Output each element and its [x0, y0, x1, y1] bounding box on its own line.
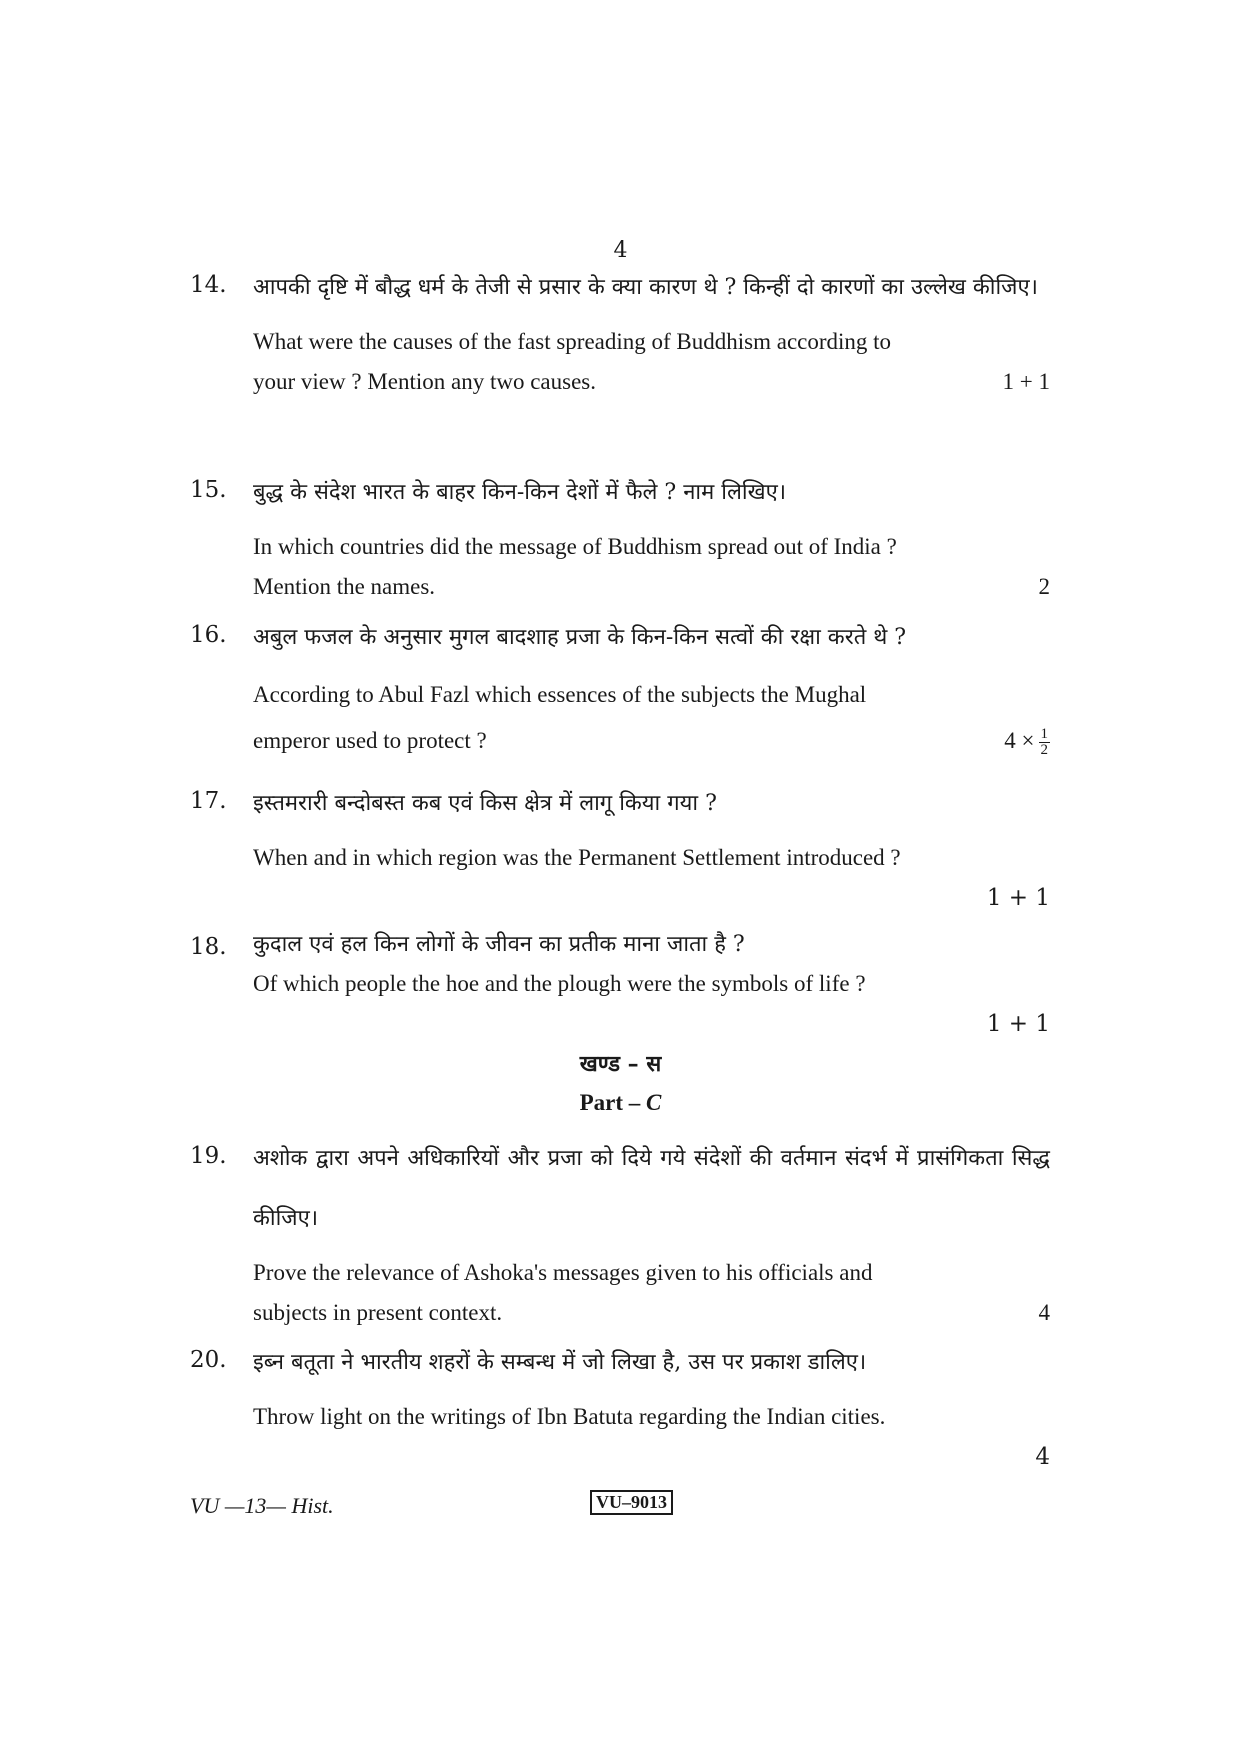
question-hindi: इस्तमरारी बन्दोबस्त कब एवं किस क्षेत्र में लागू किया गया ? — [253, 791, 717, 816]
question-hindi: अबुल फजल के अनुसार मुगल बादशाह प्रजा के किन-किन सत्वों की रक्षा करते थे ? — [253, 625, 907, 650]
question-hindi: आपकी दृष्टि में बौद्ध धर्म के तेजी से प्रसार के क्या कारण थे ? किन्हीं दो कारणों का उल्लेख कीजिए। — [253, 275, 1038, 300]
question-18 — [190, 934, 1050, 1044]
question-number: 17. — [190, 788, 227, 814]
question-19 — [190, 1143, 1050, 1333]
marks: 1 + 1 — [986, 1011, 1050, 1037]
question-english: Prove the relevance of Ashoka's messages given to his officials and subjects in present context. 4 — [253, 1253, 1050, 1333]
question-number: 16. — [190, 622, 227, 648]
marks: 4 — [1038, 1300, 1050, 1325]
page-number: 4 — [613, 238, 628, 263]
question-english: Throw light on the writings of Ibn Batuta regarding the Indian cities. — [253, 1404, 886, 1429]
question-20 — [190, 1347, 1050, 1477]
question-number: 15. — [190, 477, 227, 503]
question-number: 14. — [190, 272, 227, 298]
question-english: What were the causes of the fast spreading of Buddhism according to your view ? Mention any two causes. 1 + 1 — [253, 322, 1050, 402]
fraction-half: $\frac{1}{2}$ — [1040, 726, 1048, 759]
question-17 — [190, 788, 1050, 918]
section-heading-hindi: खण्ड – स — [579, 1051, 662, 1077]
marks: 1 + 1 — [1002, 369, 1050, 394]
footer-code: VU —13— Hist. — [190, 1493, 334, 1518]
question-14 — [190, 272, 1050, 402]
question-hindi: कुदाल एवं हल किन लोगों के जीवन का प्रतीक माना जाता है ? — [253, 932, 745, 957]
question-number: 19. — [190, 1143, 227, 1169]
question-hindi: अशोक द्वारा अपने अधिकारियों और प्रजा को दिये गये संदेशों की वर्तमान संदर्भ में प्रासंगिकता सिद्ध कीजिए। — [253, 1146, 1050, 1231]
part-heading: Part – C — [579, 1090, 662, 1115]
question-16 — [190, 622, 1050, 764]
question-english: In which countries did the message of Buddhism spread out of India ? Mention the names. 2 — [253, 527, 1050, 607]
marks: 2 — [1038, 574, 1050, 599]
question-english: When and in which region was the Permanent Settlement introduced ? — [253, 845, 901, 870]
question-hindi: बुद्ध के संदेश भारत के बाहर किन-किन देशों में फैले ? नाम लिखिए। — [253, 480, 787, 505]
question-number: 20. — [190, 1347, 227, 1373]
question-english: Of which people the hoe and the plough were the symbols of life ? — [253, 971, 866, 996]
marks: 4 — [1035, 1444, 1050, 1470]
question-15 — [190, 477, 1050, 607]
marks: 4 × $\frac{1}{2}$ — [1004, 726, 1048, 759]
question-english: According to Abul Fazl which essences of the subjects the Mughal emperor used to protect ? 4 × $\frac{1}{2}$ — [253, 672, 1050, 764]
question-hindi: इब्न बतूता ने भारतीय शहरों के सम्बन्ध में जो लिखा है, उस पर प्रकाश डालिए। — [253, 1350, 867, 1375]
question-number: 18. — [190, 934, 227, 960]
marks: 1 + 1 — [986, 885, 1050, 911]
paper-code-box: VU–9013 — [590, 1490, 673, 1515]
